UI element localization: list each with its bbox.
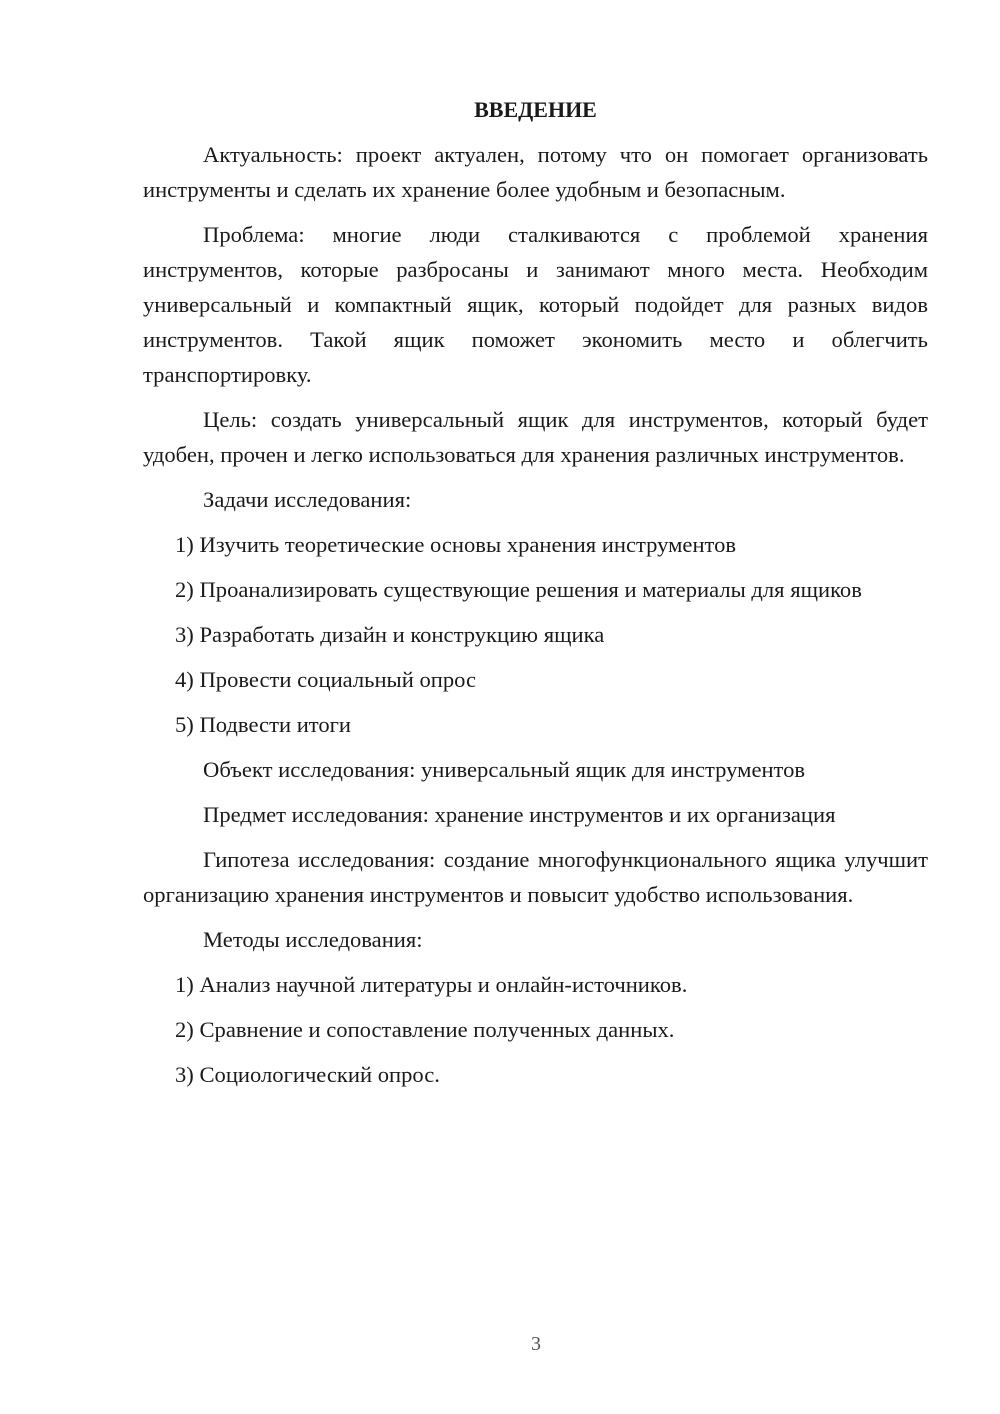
task-item-1: 1) Изучить теоретические основы хранения инструментов: [175, 532, 737, 557]
page-number: 3: [531, 1333, 541, 1355]
object-line: Объект исследования: универсальный ящик для инструментов: [203, 757, 806, 782]
subject-line: Предмет исследования: хранение инструментов и их организация: [203, 802, 836, 827]
task-item-4: 4) Провести социальный опрос: [175, 667, 477, 692]
method-item-1: 1) Анализ научной литературы и онлайн-источников.: [175, 972, 688, 997]
method-item-3: 3) Социологический опрос.: [175, 1062, 440, 1087]
method-item-2: 2) Сравнение и сопоставление полученных данных.: [175, 1017, 675, 1042]
problem-paragraph: Проблема: многие люди сталкиваются с проблемой хранения инструментов, которые разбросаны и занимают много места. Необходим универсальный и компактный ящик, который подойдет для разных видов инструментов. Такой ящик поможет экономить место и облегчить транспортировку.: [143, 222, 928, 387]
goal-paragraph: Цель: создать универсальный ящик для инструментов, который будет удобен, прочен и легко использоваться для хранения различных инструментов.: [143, 407, 928, 467]
relevance-paragraph: Актуальность: проект актуален, потому что он помогает организовать инструменты и сделать их хранение более удобным и безопасным.: [143, 142, 928, 202]
section-title: ВВЕДЕНИЕ: [474, 97, 597, 122]
task-item-2: 2) Проанализировать существующие решения и материалы для ящиков: [175, 577, 862, 602]
hypothesis-paragraph: Гипотеза исследования: создание многофункционального ящика улучшит организацию хранения инструментов и повысит удобство использования.: [143, 847, 928, 907]
methods-heading: Методы исследования:: [203, 927, 423, 952]
task-item-5: 5) Подвести итоги: [175, 712, 352, 737]
page-content: [143, 92, 928, 1102]
task-item-3: 3) Разработать дизайн и конструкцию ящика: [175, 622, 605, 647]
tasks-heading: Задачи исследования:: [203, 487, 412, 512]
